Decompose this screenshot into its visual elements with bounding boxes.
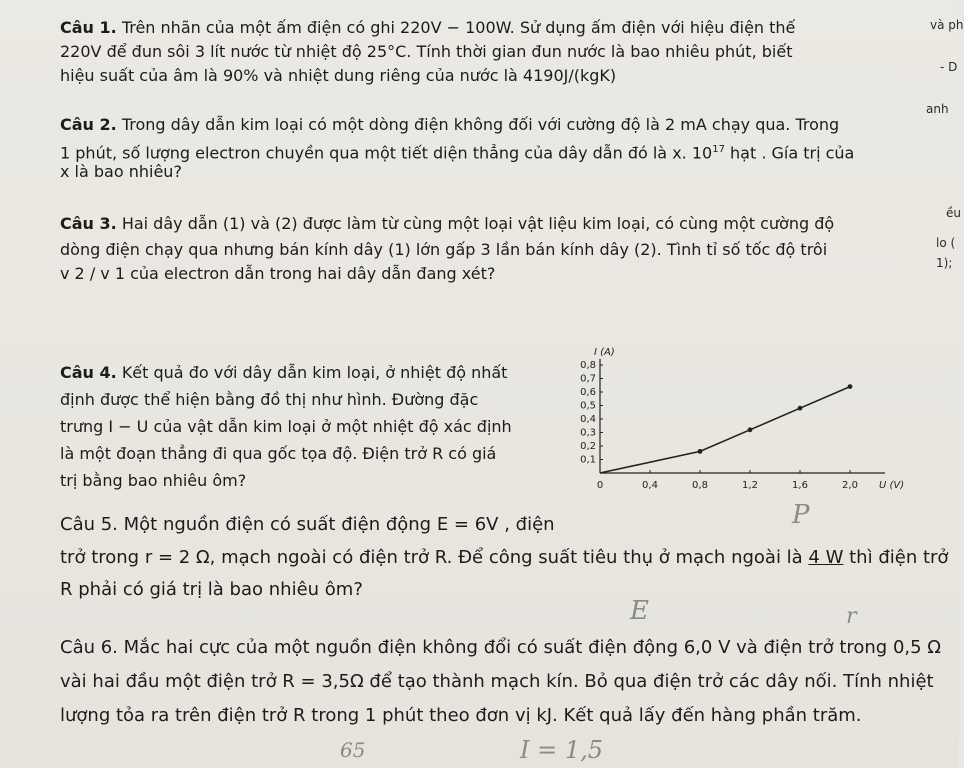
q5-text: Một nguồn điện có suất điện động E = 6V , điện xyxy=(123,514,555,535)
q2-line-2: 1 phút, số lượng electron chuyền qua một tiết diện thẳng của dây dẫn đó là x. $10^{17}$ hạt . Gía trị của xyxy=(60,143,855,163)
y-tick-label: 0,3 xyxy=(580,427,596,439)
q4-line-5: trị bằng bao nhiêu ôm? xyxy=(60,471,247,490)
q5-line-2: trở trong r = 2 Ω, mạch ngoài có điện trở R. Để công suất tiêu thụ ở mạch ngoài là 4 W thì điện trở xyxy=(60,547,949,568)
y-tick-label: 0,4 xyxy=(580,414,596,425)
q6-line-3: lượng tỏa ra trên điện trở R trong 1 phút theo đơn vị kJ. Kết quả lấy đến hàng phần trăm. xyxy=(60,705,862,726)
q3-line-2: dòng điện chạy qua nhưng bán kính dây (1) lớn gấp 3 lần bán kính dây (2). Tình tỉ số tốc độ trôi xyxy=(60,240,828,259)
q5-line-3: R phải có giá trị là bao nhiêu ôm? xyxy=(60,579,363,600)
q6-line-2: vài hai đầu một điện trở R = 3,5Ω để tạo thành mạch kín. Bỏ qua điện trở các dây nối. Tính nhiệt xyxy=(60,671,934,692)
iu-graph xyxy=(560,347,930,505)
x-tick-label: 2,0 xyxy=(842,480,858,491)
y-tick-label: 0,8 xyxy=(580,360,596,371)
data-point xyxy=(848,384,853,389)
margin-note: 1); xyxy=(936,256,953,270)
q3-line-1 xyxy=(60,214,834,234)
y-axis-label: I (A) xyxy=(594,347,615,358)
q6-heading: Câu 6. xyxy=(60,637,118,658)
handwriting-mark: r xyxy=(846,604,857,629)
x-tick-label: 0 xyxy=(596,480,604,491)
q5-heading: Câu 5. xyxy=(60,514,118,535)
iu-series-line xyxy=(600,387,850,473)
margin-note: và ph xyxy=(930,18,964,32)
q4-line-2: định được thể hiện bằng đồ thị như hình. Đường đặc xyxy=(60,390,479,409)
x-tick-label: 0,8 xyxy=(692,480,708,491)
margin-note: ều xyxy=(946,206,961,220)
margin-note: lo ( xyxy=(936,236,956,250)
x-tick-label: 0,4 xyxy=(642,480,658,491)
margin-note: anh xyxy=(926,102,949,116)
y-tick-label: 0,2 xyxy=(580,441,596,452)
q4-line-4: là một đoạn thẳng đi qua gốc tọa độ. Điện trở R có giá xyxy=(60,444,497,463)
q2-line-1 xyxy=(60,115,839,135)
handwriting-mark: 65 xyxy=(340,738,366,762)
q2-text: Trong dây dẫn kim loại có một dòng điện không đối với cường độ là 2 mA chạy qua. Trong xyxy=(121,115,840,134)
x-axis-label: U (V) xyxy=(879,480,905,491)
q4-line-3: trưng I − U của vật dẫn kim loại ở một nhiệt độ xác định xyxy=(60,417,512,436)
data-point xyxy=(798,406,803,411)
q5-line-1 xyxy=(60,513,555,537)
y-tick-label: 0,5 xyxy=(580,400,596,412)
q1-heading: Câu 1. xyxy=(60,18,117,37)
q6-text: Mắc hai cực của một nguồn điện không đổi có suất điện động 6,0 V và điện trở trong 0,5 Ω xyxy=(123,637,942,658)
data-point xyxy=(748,427,753,432)
q3-line-3: v 2 / v 1 của electron dẫn trong hai dây dẫn đang xét? xyxy=(60,264,496,283)
handwriting-mark: I = 1,5 xyxy=(520,736,604,764)
q6-line-1 xyxy=(60,636,941,660)
handwriting-mark: P xyxy=(792,500,810,530)
handwriting-mark: E xyxy=(630,596,649,626)
x-tick-label: 1,2 xyxy=(742,480,758,491)
y-tick-label: 0,1 xyxy=(580,454,596,466)
q2-heading: Câu 2. xyxy=(60,115,117,134)
data-point xyxy=(698,449,703,454)
q1-line-1 xyxy=(60,18,795,38)
margin-note: - D xyxy=(940,60,958,74)
q1-line-3: hiệu suất của âm là 90% và nhiệt dung riêng của nước là 4190J/(kgK) xyxy=(60,66,617,85)
q1-text: Trên nhãn của một ấm điện có ghi 220V − 100W. Sử dụng ấm điện với hiệu điện thế xyxy=(121,18,796,37)
q1-line-2: 220V để đun sôi 3 lít nước từ nhiệt độ 25°C. Tính thời gian đun nước là bao nhiêu phút, biết xyxy=(60,42,793,61)
x-tick-label: 1,6 xyxy=(792,480,808,491)
y-tick-label: 0,6 xyxy=(580,387,596,398)
q4-heading: Câu 4. xyxy=(60,363,117,382)
q4-line-1 xyxy=(60,363,507,383)
q3-heading: Câu 3. xyxy=(60,214,117,233)
q4-text: Kết quả đo với dây dẫn kim loại, ở nhiệt độ nhất xyxy=(121,363,508,382)
q3-text: Hai dây dẫn (1) và (2) được làm từ cùng một loại vật liệu kim loại, có cùng một cường độ xyxy=(121,214,835,233)
q2-line-3: x là bao nhiêu? xyxy=(60,162,182,181)
y-tick-label: 0,7 xyxy=(580,373,596,385)
